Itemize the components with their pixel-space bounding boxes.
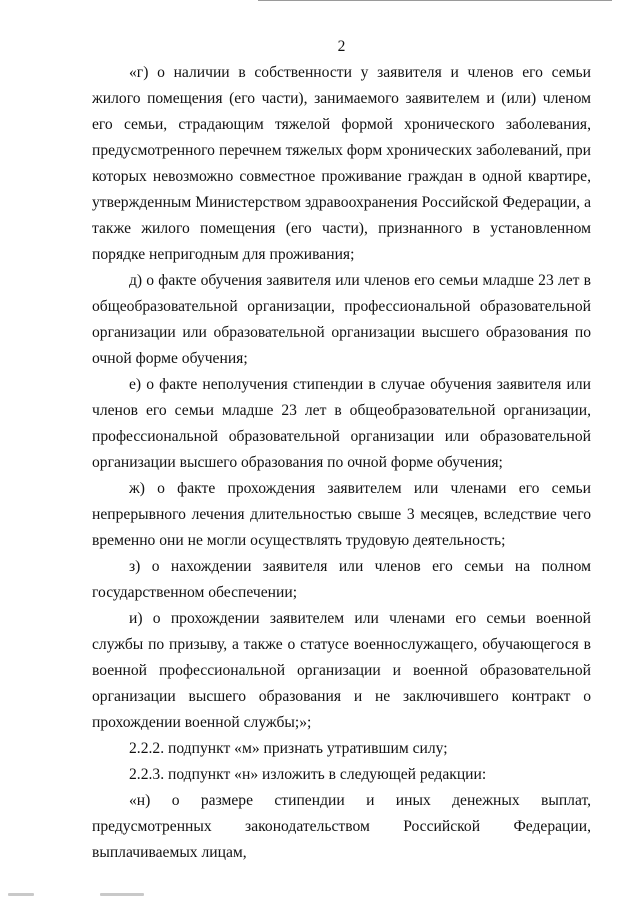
scan-artifact-mark [8, 893, 34, 896]
paragraph-2-2-3: 2.2.3. подпункт «н» изложить в следующей редакции: [129, 766, 487, 783]
scan-artifact-mark [100, 893, 144, 896]
paragraph-d: д) о факте обучения заявителя или членов его семьи младше 23 лет в общеобразовательной организации, профессиональной образовательной организации или образовательной организации высшего образования по очной форме обучения; [92, 272, 591, 367]
paragraph-2-2-2: 2.2.2. подпункт «м» признать утратившим силу; [129, 740, 448, 757]
document-body [92, 60, 591, 866]
paragraph-n: «н) о размере стипендии и иных денежных выплат, предусмотренных законодательством Российской Федерации, выплачиваемых лицам, [92, 792, 591, 861]
scan-top-edge-line [258, 0, 612, 1]
paragraph-e: е) о факте неполучения стипендии в случае обучения заявителя или членов его семьи младше 23 лет в общеобразовательной организации, профессиональной образовательной организации или образовательной организации высшего образования по очной форме обучения; [92, 376, 591, 471]
page-number: 2 [337, 38, 346, 55]
paragraph-g: «г) о наличии в собственности у заявителя и членов его семьи жилого помещения (его части), занимаемого заявителем и (или) членом его семьи, страдающим тяжелой формой хронического заболевания, предусмотренного перечнем тяжелых форм хронических заболеваний, при которых невозможно совместное проживание граждан в одной квартире, утвержденным Министерством здравоохранения Российской Федерации, а также жилого помещения (его части), признанного в установленном порядке непригодным для проживания; [92, 64, 591, 263]
paragraph-z: з) о нахождении заявителя или членов его семьи на полном государственном обеспечении; [92, 558, 591, 601]
paragraph-i: и) о прохождении заявителем или членами его семьи военной службы по призыву, а также о статусе военнослужащего, обучающегося в военной профессиональной организации и военной образовательной организации высшего образования и не заключившего контракт о прохождении военной службы;»; [92, 610, 591, 731]
paragraph-zh: ж) о факте прохождения заявителем или членами его семьи непрерывного лечения длительностью свыше 3 месяцев, вследствие чего временно они не могли осуществлять трудовую деятельность; [92, 480, 591, 549]
